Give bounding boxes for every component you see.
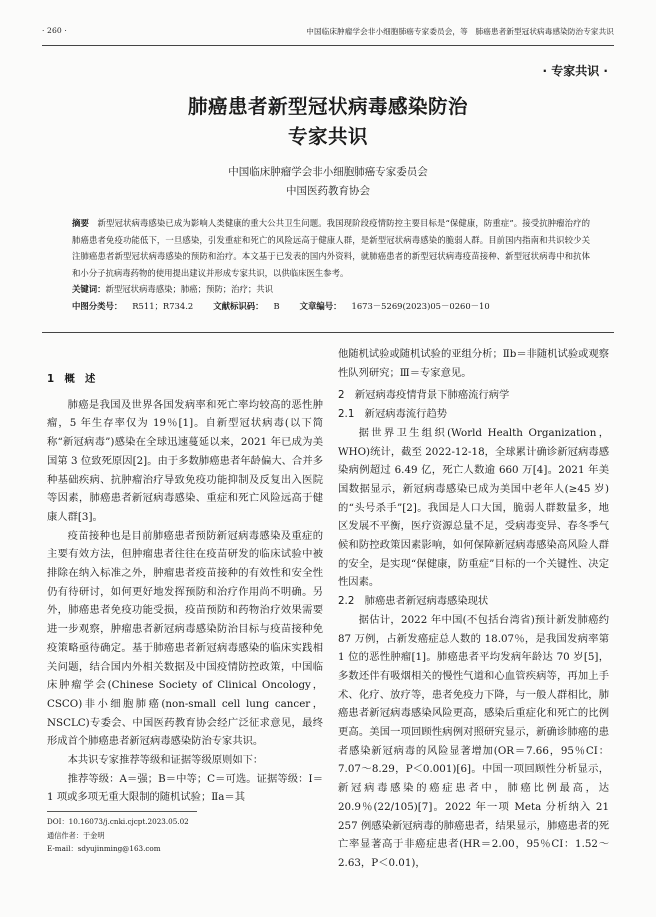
right-column [338, 345, 609, 873]
section-heading-2: 2 新冠病毒疫情背景下肺癌流行病学 [338, 389, 510, 402]
clc-value: R511；R734.2 [132, 300, 194, 311]
paragraph: 据估计，2022 年中国(不包括台湾省)预计新发肺癌约 87 万例，占新发癌症总人数的 18.07％，是我国发病率第 1 位的恶性肿瘤[1]。肺癌患者平均发病年龄达 70 岁[5]，多数还伴有吸烟相关的慢性气道和心血管疾病等，再加上手术、化疗、放疗等，患者免疫力下降，与一般人群相比，肺癌患者新冠病毒感染风险更高，感染后重症化和死亡的比例更高。美国一项回顾性病例对照研究显示，新确诊肺癌的患者感染新冠病毒的风险显著增加(OR＝7.66，95％CI：7.07～8.29，P＜0.001)[6]。中国一项回顾性分析显示，新冠病毒感染的癌症患者中，肺癌比例最高，达 20.9％(22/105)[7]。2022 年一项 Meta 分析纳入 21 257 例感染新冠病毒的肺癌患者，结果显示，肺癌患者的死亡率显著高于非癌症患者(HR＝2.00，95％CI：1.52～2.63，P＜0.01)， [338, 613, 609, 869]
corresponding-label: 通信作者： [47, 830, 83, 840]
classification [72, 298, 590, 315]
email [47, 842, 323, 856]
section-heading-1: 1 概 述 [47, 373, 96, 385]
abstract-label: 摘要 [72, 218, 89, 228]
paragraph: 据世界卫生组织(World Health Organization，WHO)统计，截至 2022-12-18，全球累计确诊新冠病毒感染病例超过 6.49 亿，死亡人数逾 660 万[4]。2021 年美国数据显示，新冠病毒感染已成为美国中老年人(≥45 岁)的“头号杀手”[2]。我国是人口大国，脆弱人群数量多，地区发展不平衡，医疗资源总量不足，受病毒变异、春冬季气候和防控政策因素影响，如何保障新冠病毒感染高风险人群的安全，是实现“保健康，防重症”目标的一个关键性、决定性因素。 [338, 426, 609, 589]
paragraph: 本共识专家推荐等级和证据等级原则如下： [67, 754, 264, 767]
section-tag: · 专家共识 · [542, 64, 608, 78]
email-label: E-mail： [47, 844, 78, 853]
keywords [72, 281, 590, 298]
paragraph: 推荐等级：A＝强；B＝中等；C＝可选。证据等级：Ⅰ＝1 项或多项无重大限制的随机试验；Ⅱa＝其 [47, 772, 323, 804]
keywords-text: 新型冠状病毒感染；肺癌；预防；治疗；共识 [105, 284, 273, 295]
paragraph: 肺癌是我国及世界各国发病率和死亡率均较高的恶性肿瘤，5 年生存率仅为 19％[1]。自新型冠状病毒(以下简称“新冠病毒”)感染在全球迅速蔓延以来，2021 年已成为美国第 3 位致死原因[2]。由于多数肺癌患者年龄偏大、合并多种基础疾病、抗肿瘤治疗导致免疫功能抑制及反复出入医院等因素，肺癌患者新冠病毒感染、重症和死亡风险远高于健康人群[3]。 [47, 398, 323, 523]
doi: DOI：10.16073/j.cnki.cjcpt.2023.05.02 [47, 817, 189, 826]
abstract [72, 215, 590, 315]
journal-header: 中国临床肿瘤学会非小细胞肺癌专家委员会，等 肺癌患者新型冠状病毒感染防治专家共识 [306, 27, 614, 36]
page-number: · 260 · [42, 26, 67, 35]
footnote [47, 815, 323, 856]
abstract-rule [42, 332, 614, 333]
paragraph: 疫苗接种也是目前肺癌患者预防新冠病毒感染及重症的主要有效方法，但肿瘤患者往往在疫苗研发的临床试验中被排除在纳入标准之外，肿瘤患者疫苗接种的有效性和安全性仍有待研讨，如何更好地发挥预防和治疗作用尚不明确。另外，肺癌患者免疫功能受损，疫苗预防和药物治疗效果需要进一步观察，肿瘤患者新冠病毒感染防治目标与疫苗接种免疫策略亟待确定。基于肺癌患者新冠病毒感染的临床实践相关问题，结合国内外相关数据及中国疫情防控政策，中国临床肿瘤学会(Chinese Society of Clinical Oncology，CSCO)非小细胞肺癌(non-small cell lung cancer，NSCLC)专委会、中国医药教育协会经广泛征求意见，最终形成首个肺癌患者新冠病毒感染防治专家共识。 [47, 529, 323, 748]
author-line-1: 中国临床肿瘤学会非小细胞肺癌专家委员会 [228, 166, 428, 178]
left-column [47, 370, 323, 807]
article-no-label: 文章编号： [299, 300, 342, 311]
corresponding-author [47, 829, 323, 843]
doc-code-value: B [273, 300, 280, 311]
header-rule [42, 45, 614, 46]
article-title [0, 92, 656, 152]
doc-code-label: 文献标识码： [213, 300, 264, 311]
title-line-2: 专家共识 [287, 125, 368, 148]
title-line-1: 肺癌患者新型冠状病毒感染防治 [187, 95, 468, 118]
article-no-value: 1673－5269(2023)05－0260－10 [351, 300, 490, 311]
clc-label: 中图分类号： [72, 300, 123, 311]
subsection-heading-2-1: 2.1 新冠病毒流行趋势 [338, 408, 448, 421]
running-head [42, 26, 614, 42]
footnote-rule [47, 811, 197, 812]
subsection-heading-2-2: 2.2 肺癌患者新冠病毒感染现状 [338, 595, 489, 608]
authors [0, 163, 656, 201]
author-line-2: 中国医药教育协会 [286, 185, 370, 197]
abstract-text: 新型冠状病毒感染已成为影响人类健康的重大公共卫生问题。我国现阶段疫情防控主要目标是“保健康，防重症”。接受抗肿瘤治疗的肺癌患者免疫功能低下，一旦感染，引发重症和死亡的风险远高于健康人群，是新型冠状病毒感染的脆弱人群。目前国内指南和共识较少关注肺癌患者新型冠状病毒感染的预防和治疗。本文基于已发表的国内外资料，就肺癌患者的新型冠状病毒疫苗接种、新型冠状病毒中和抗体和小分子抗病毒药物的使用提出建议并形成专家共识，以供临床医生参考。 [72, 218, 591, 278]
corresponding-name: 于金明 [82, 830, 105, 840]
paragraph-continued: 他随机试验或随机试验的亚组分析；Ⅱb＝非随机试验或观察性队列研究；Ⅲ＝专家意见。 [338, 348, 610, 379]
email-address: sdyujinming@163.com [77, 844, 161, 853]
keywords-label: 关键词： [72, 284, 106, 295]
